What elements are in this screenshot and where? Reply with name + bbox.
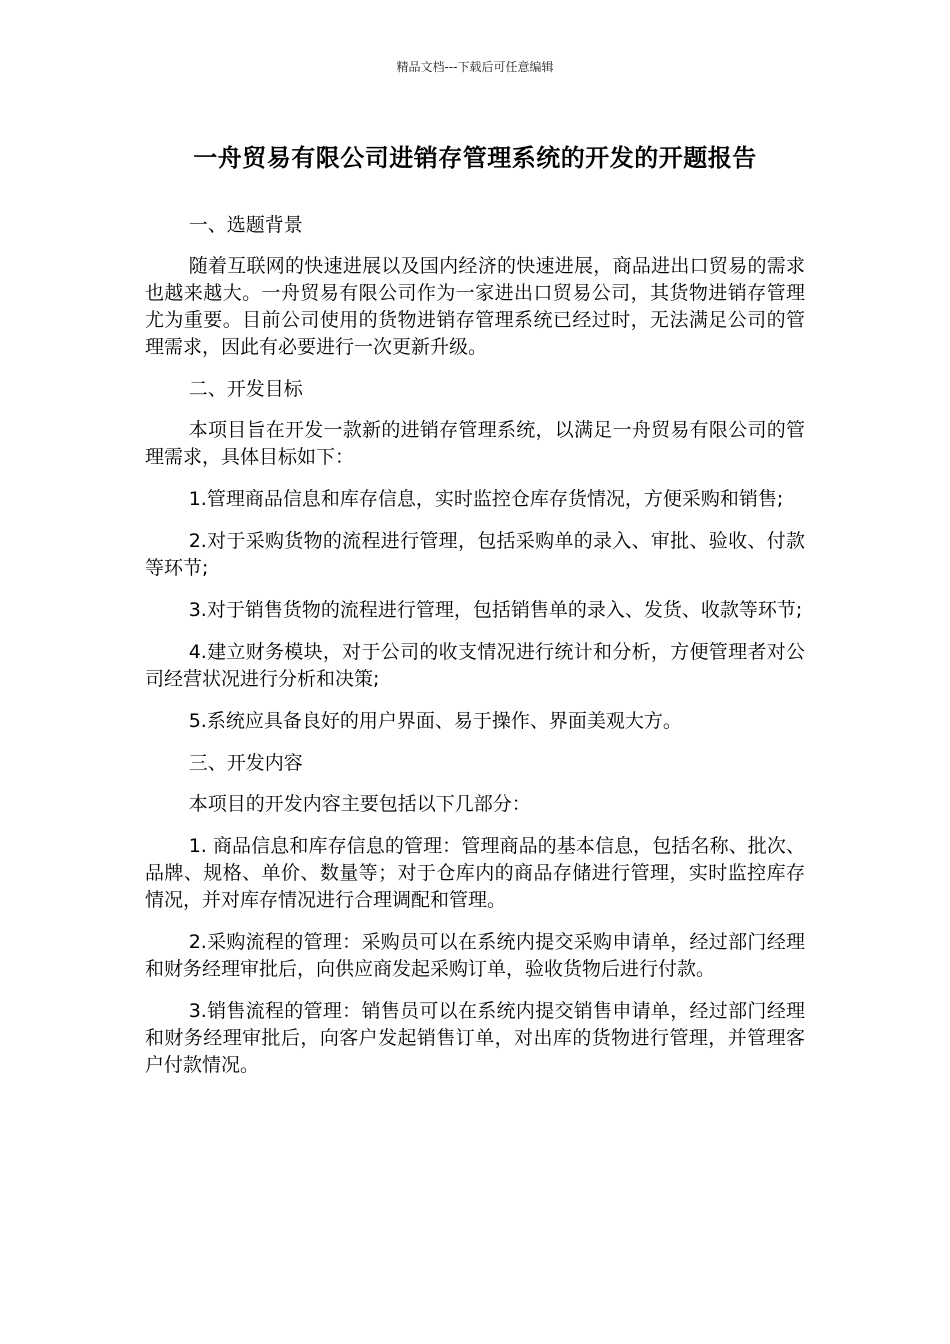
content-item-2: 2.采购流程的管理：采购员可以在系统内提交采购申请单，经过部门经理和财务经理审批后，向供应商发起采购订单，验收货物后进行付款。 bbox=[145, 931, 805, 980]
document-title: 一舟贸易有限公司进销存管理系统的开发的开题报告 bbox=[193, 144, 757, 172]
section-heading-goals: 二、开发目标 bbox=[188, 378, 303, 400]
header-note: 精品文档---下载后可任意编辑 bbox=[396, 60, 554, 74]
goal-item-1: 1.管理商品信息和库存信息，实时监控仓库存货情况，方便采购和销售; bbox=[188, 488, 784, 510]
section-heading-background: 一、选题背景 bbox=[188, 214, 303, 236]
paragraph-background: 随着互联网的快速进展以及国内经济的快速进展，商品进出口贸易的需求也越来越大。一舟贸易有限公司作为一家进出口贸易公司，其货物进销存管理尤为重要。目前公司使用的货物进销存管理系统已经过时，无法满足公司的管理需求，因此有必要进行一次更新升级。 bbox=[145, 255, 805, 358]
paragraph-content-intro: 本项目的开发内容主要包括以下几部分： bbox=[188, 793, 531, 815]
paragraph-goals-intro: 本项目旨在开发一款新的进销存管理系统，以满足一舟贸易有限公司的管理需求，具体目标如下： bbox=[145, 419, 805, 468]
goal-item-3: 3.对于销售货物的流程进行管理，包括销售单的录入、发货、收款等环节; bbox=[188, 599, 803, 621]
goal-item-5: 5.系统应具备良好的用户界面、易于操作、界面美观大方。 bbox=[188, 710, 682, 732]
content-item-1: 1. 商品信息和库存信息的管理：管理商品的基本信息，包括名称、批次、品牌、规格、单价、数量等；对于仓库内的商品存储进行管理，实时监控库存情况，并对库存情况进行合理调配和管理。 bbox=[145, 835, 805, 911]
document-body bbox=[145, 212, 805, 1094]
goal-item-4: 4.建立财务模块，对于公司的收支情况进行统计和分析，方便管理者对公司经营状况进行分析和决策; bbox=[145, 641, 805, 690]
section-heading-content: 三、开发内容 bbox=[188, 752, 303, 774]
goal-item-2: 2.对于采购货物的流程进行管理，包括采购单的录入、审批、验收、付款等环节; bbox=[145, 530, 805, 579]
content-item-3: 3.销售流程的管理：销售员可以在系统内提交销售申请单，经过部门经理和财务经理审批后，向客户发起销售订单，对出库的货物进行管理，并管理客户付款情况。 bbox=[145, 1000, 805, 1076]
